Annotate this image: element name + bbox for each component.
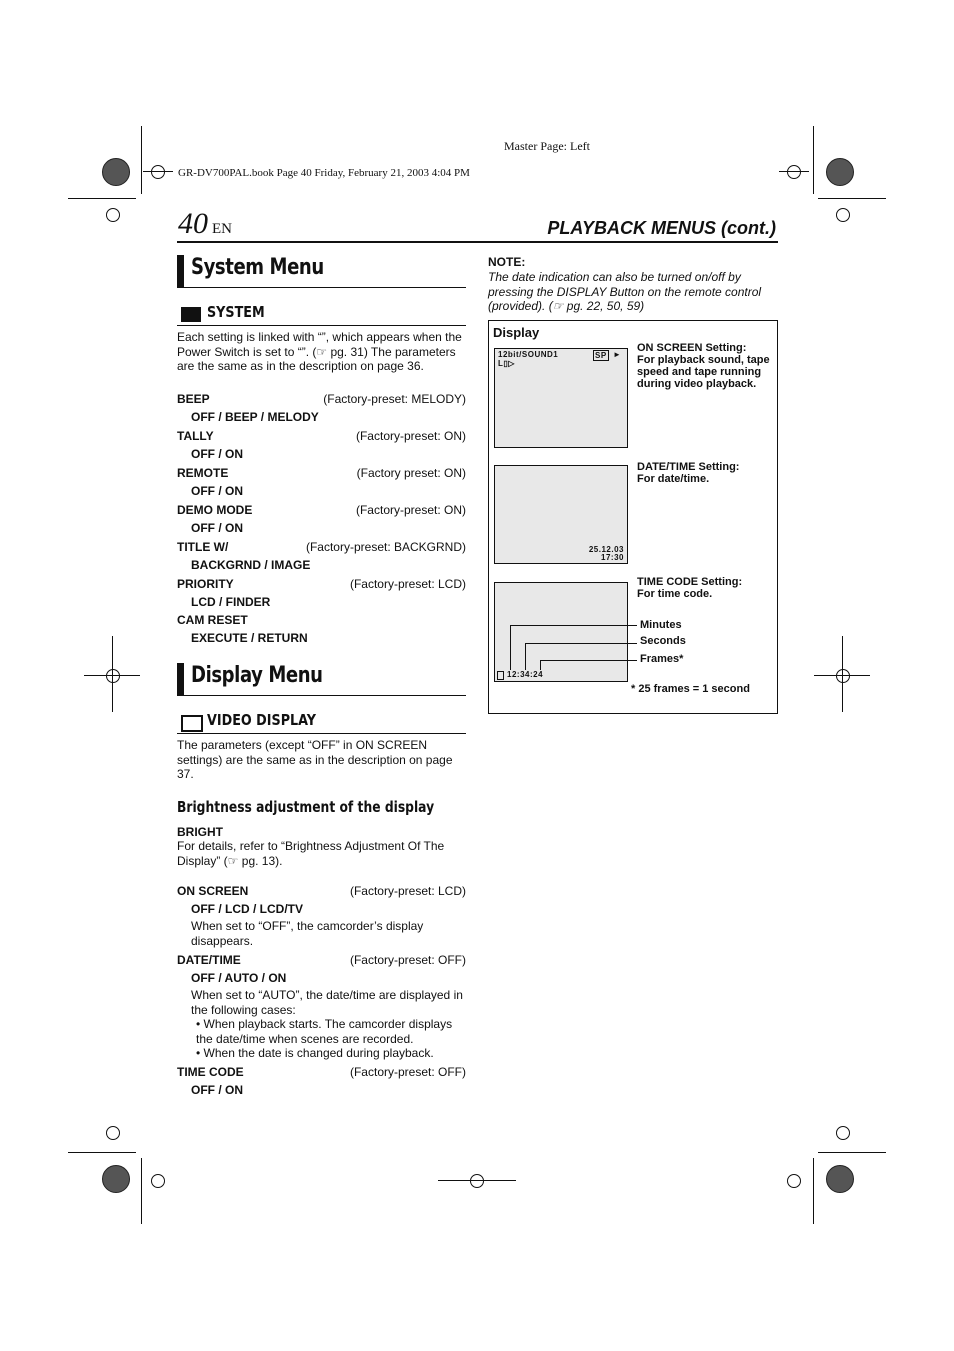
seconds-leader bbox=[525, 643, 637, 644]
crop-mark bbox=[141, 1158, 142, 1224]
sound-indicator: 12bit/SOUND1 bbox=[498, 350, 559, 359]
system-intro: Each setting is linked with “”, which appears when the Power Switch is set to “”. (☞ pg. 31) The parameters are the same as in the description on page 36. bbox=[177, 330, 462, 374]
crop-mark bbox=[68, 198, 136, 199]
crop-mark bbox=[112, 636, 113, 712]
time-code-setting-label: TIME CODE Setting: For time code. bbox=[637, 576, 743, 600]
page-lang: EN bbox=[212, 221, 232, 237]
page-number: 40 EN bbox=[178, 207, 232, 240]
date-readout: 25.12.03 bbox=[588, 545, 624, 554]
system-setting-row: TITLE W/ (Factory-preset: BACKGRND) bbox=[177, 540, 466, 554]
frames-leader bbox=[540, 660, 541, 670]
registration-target-icon bbox=[787, 165, 801, 179]
registration-target-icon bbox=[836, 208, 850, 222]
speed-indicator: SP bbox=[595, 351, 607, 360]
brightness-heading: Brightness adjustment of the display bbox=[177, 798, 435, 816]
frames-footnote: * 25 frames = 1 second bbox=[631, 683, 750, 695]
time-code-readout: 12:34:24 bbox=[507, 670, 544, 679]
minutes-leader bbox=[510, 625, 637, 626]
date-time-options: OFF / AUTO / ON bbox=[191, 971, 287, 985]
crop-mark bbox=[779, 171, 809, 172]
system-setting-row: REMOTE (Factory preset: ON) bbox=[177, 466, 466, 480]
date-time-preview bbox=[494, 465, 628, 564]
system-setting-row: BEEP (Factory-preset: MELODY) bbox=[177, 392, 466, 406]
system-setting-row: DEMO MODE (Factory-preset: ON) bbox=[177, 503, 466, 517]
note-text: The date indication can also be turned on/off by pressing the DISPLAY Button on the remote control (provided). (☞ pg. 22, 50, 59) bbox=[488, 270, 762, 314]
registration-target-icon bbox=[106, 208, 120, 222]
crop-mark bbox=[438, 1180, 516, 1181]
registration-dot-icon bbox=[102, 1165, 130, 1193]
date-time-bullet: • When playback starts. The camcorder displays the date/time when scenes are recorded. bbox=[196, 1017, 453, 1046]
system-setting-row: TALLY (Factory-preset: ON) bbox=[177, 429, 466, 443]
crop-mark bbox=[141, 126, 142, 194]
registration-target-icon bbox=[106, 1126, 120, 1140]
system-setting-row: CAM RESET bbox=[177, 613, 248, 627]
running-head: PLAYBACK MENUS (cont.) bbox=[547, 218, 776, 238]
crop-mark bbox=[813, 1158, 814, 1224]
registration-dot-icon bbox=[826, 1165, 854, 1193]
system-setting-options: OFF / ON bbox=[191, 521, 243, 535]
system-subheading: SYSTEM bbox=[177, 303, 466, 326]
date-time-bullet: • When the date is changed during playback. bbox=[196, 1046, 434, 1060]
date-time-setting-label: DATE/TIME Setting: For date/time. bbox=[637, 461, 740, 485]
header-rule bbox=[177, 241, 778, 243]
on-screen-description: When set to “OFF”, the camcorder’s display disappears. bbox=[191, 919, 424, 948]
system-setting-row: PRIORITY (Factory-preset: LCD) bbox=[177, 577, 466, 591]
display-menu-heading: Display Menu bbox=[177, 661, 466, 696]
minutes-label: Minutes bbox=[640, 619, 682, 631]
crop-mark bbox=[818, 198, 886, 199]
tape-indicator: L▯▷ bbox=[498, 359, 515, 368]
registration-dot-icon bbox=[826, 158, 854, 186]
video-display-icon bbox=[181, 715, 203, 732]
seconds-label: Seconds bbox=[640, 635, 686, 647]
system-icon bbox=[181, 307, 201, 322]
on-screen-preview bbox=[494, 348, 628, 448]
registration-target-icon bbox=[151, 1174, 165, 1188]
crop-mark bbox=[84, 675, 140, 676]
crop-mark bbox=[818, 1152, 886, 1153]
time-code-options: OFF / ON bbox=[191, 1083, 243, 1097]
time-code-row: TIME CODE (Factory-preset: OFF) bbox=[177, 1065, 466, 1079]
crop-mark bbox=[842, 636, 843, 712]
on-screen-options: OFF / LCD / LCD/TV bbox=[191, 902, 303, 916]
system-setting-options: OFF / BEEP / MELODY bbox=[191, 410, 319, 424]
video-display-subheading: VIDEO DISPLAY bbox=[177, 711, 466, 734]
play-icon: ► bbox=[613, 350, 622, 359]
display-intro: The parameters (except “OFF” in ON SCREEN settings) are the same as in the description on page 37. bbox=[177, 738, 453, 782]
system-setting-options: EXECUTE / RETURN bbox=[191, 631, 308, 645]
on-screen-setting-label: ON SCREEN Setting: For playback sound, tape speed and tape running during video playback. bbox=[637, 342, 770, 390]
system-menu-heading: System Menu bbox=[177, 253, 466, 288]
date-time-description: When set to “AUTO”, the date/time are displayed in the following cases: bbox=[191, 988, 463, 1017]
system-setting-options: OFF / ON bbox=[191, 447, 243, 461]
master-page-label: Master Page: Left bbox=[504, 139, 590, 153]
date-time-row: DATE/TIME (Factory-preset: OFF) bbox=[177, 953, 466, 967]
crop-mark bbox=[814, 675, 870, 676]
tape-icon bbox=[497, 671, 504, 680]
registration-target-icon bbox=[836, 669, 850, 683]
system-setting-options: LCD / FINDER bbox=[191, 595, 271, 609]
on-screen-row: ON SCREEN (Factory-preset: LCD) bbox=[177, 884, 466, 898]
registration-target-icon bbox=[470, 1174, 484, 1188]
crop-mark bbox=[813, 126, 814, 194]
system-setting-options: OFF / ON bbox=[191, 484, 243, 498]
time-code-preview bbox=[494, 582, 628, 682]
registration-target-icon bbox=[106, 669, 120, 683]
seconds-leader bbox=[525, 643, 526, 670]
registration-target-icon bbox=[836, 1126, 850, 1140]
registration-target-icon bbox=[787, 1174, 801, 1188]
registration-dot-icon bbox=[102, 158, 130, 186]
frames-label: Frames* bbox=[640, 653, 684, 665]
display-box-title: Display bbox=[493, 325, 540, 340]
system-setting-options: BACKGRND / IMAGE bbox=[191, 558, 311, 572]
crop-mark bbox=[143, 171, 173, 172]
crop-mark bbox=[68, 1152, 136, 1153]
registration-target-icon bbox=[151, 165, 165, 179]
time-readout: 17:30 bbox=[601, 553, 624, 562]
book-info-line: GR-DV700PAL.book Page 40 Friday, February 21, 2003 4:04 PM bbox=[178, 167, 470, 179]
minutes-leader bbox=[510, 625, 511, 670]
note-heading: NOTE: bbox=[488, 255, 526, 269]
frames-leader bbox=[540, 660, 637, 661]
bright-description: For details, refer to “Brightness Adjustment Of The Display” (☞ pg. 13). bbox=[177, 839, 445, 868]
bright-label: BRIGHT bbox=[177, 825, 223, 839]
